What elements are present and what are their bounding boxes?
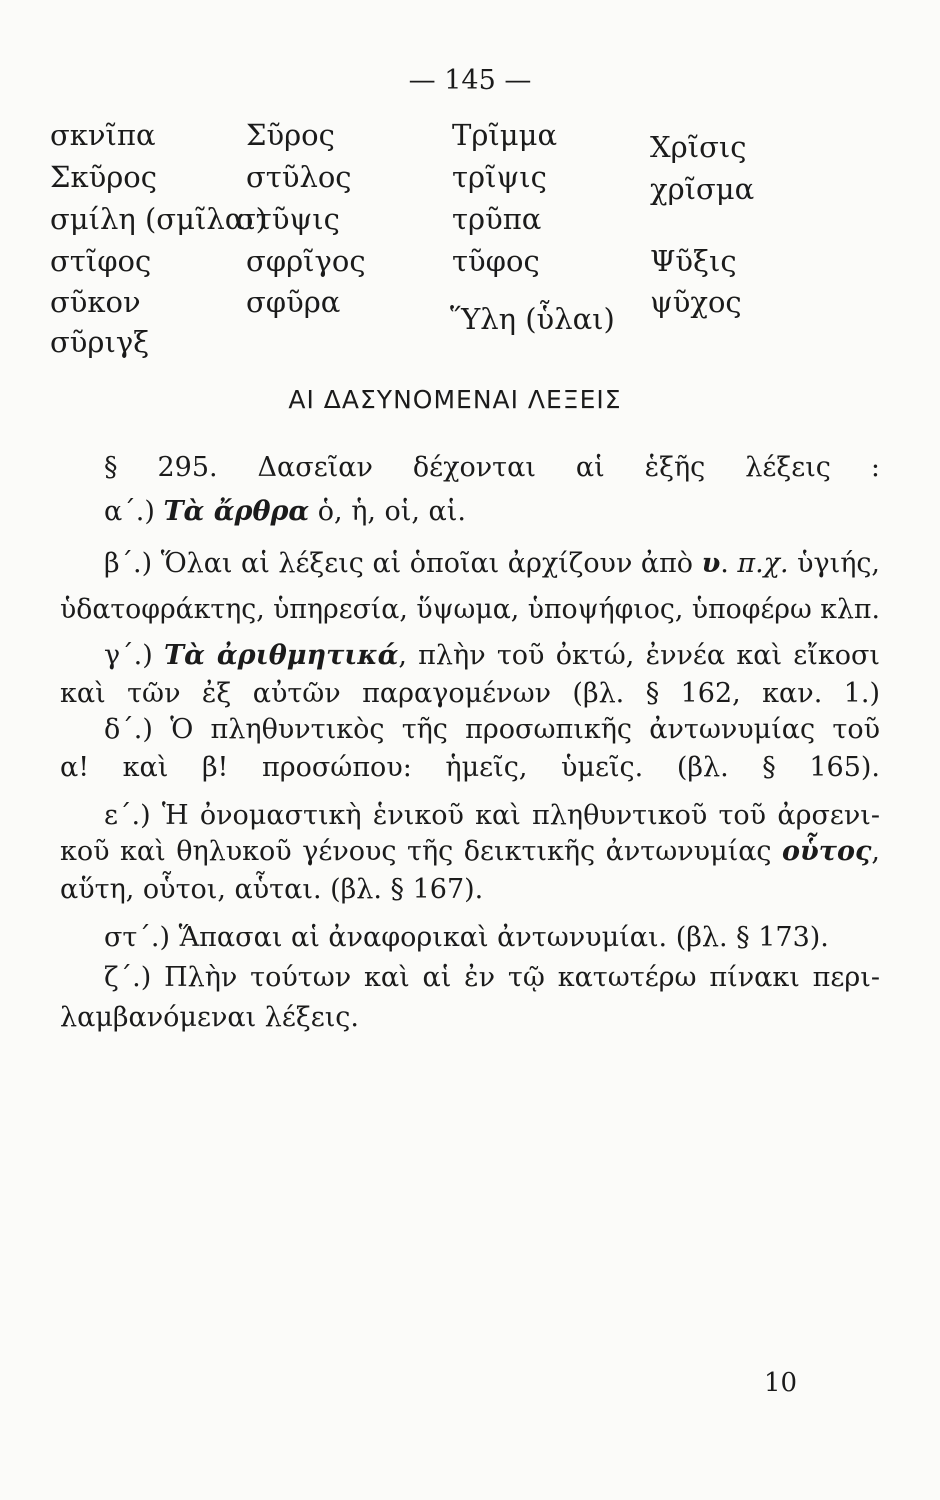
word-item: σῦκον xyxy=(50,285,141,319)
page-number: — 145 — xyxy=(408,65,532,96)
word-item: Τρῖμμα xyxy=(452,118,558,152)
text-segment: κοῦ καὶ θηλυκοῦ γένους τῆς δεικτικῆς ἀντωνυμίας xyxy=(60,836,783,867)
emphasis-text: οὗτος xyxy=(782,836,872,867)
text-segment: δ΄.) Ὁ πληθυντικὸς τῆς προσωπικῆς ἀντωνυμίας τοῦ xyxy=(104,714,880,745)
word-item: στῦλος xyxy=(246,160,352,194)
text-line xyxy=(104,496,466,527)
word-item: τρῖψις xyxy=(452,160,547,194)
text-line xyxy=(104,548,880,579)
word-item: στῖφος xyxy=(50,244,152,278)
word-item: ψῦχος xyxy=(650,285,742,319)
folio-number: 10 xyxy=(764,1368,798,1398)
text-line xyxy=(60,836,880,867)
word-item: Χρῖσις xyxy=(650,130,747,164)
word-item: στῦψις xyxy=(236,202,340,236)
text-line xyxy=(104,922,829,953)
word-item: Σκῦρος xyxy=(50,160,158,194)
text-segment: β΄.) Ὅλαι αἱ λέξεις αἱ ὁποῖαι ἀρχίζουν ἀπὸ xyxy=(104,548,702,579)
text-segment: ζ΄.) Πλὴν τούτων καὶ αἱ ἐν τῷ κατωτέρω πίνακι περι- xyxy=(104,962,880,993)
text-line xyxy=(60,594,880,625)
section-heading: ΑΙ ΔΑΣΥΝΟΜΕΝΑΙ ΛΕΞΕΙΣ xyxy=(288,385,622,414)
text-segment: λαμβανόμεναι λέξεις. xyxy=(60,1002,360,1033)
word-item: σμίλη (σμῖλαι) xyxy=(50,202,267,236)
text-segment: καὶ τῶν ἐξ αὐτῶν παραγομένων (βλ. § 162, καν. 1.) xyxy=(60,678,880,709)
text-line xyxy=(104,962,880,993)
word-item: σκνῖπα xyxy=(50,118,156,152)
text-segment: α! καὶ β! προσώπου: ἡμεῖς, ὑμεῖς. (βλ. § 165). xyxy=(60,752,880,783)
emphasis-text: Τὰ ἄρθρα xyxy=(163,496,310,527)
text-line xyxy=(60,752,880,783)
word-item: Ψῦξις xyxy=(650,244,737,278)
text-line xyxy=(104,452,880,483)
text-segment: § 295. Δασεῖαν δέχονται αἱ ἑξῆς λέξεις : xyxy=(104,452,880,483)
word-item: Σῦρος xyxy=(246,118,335,152)
text-segment: αὕτη, οὗτοι, αὗται. (βλ. § 167). xyxy=(60,874,484,905)
text-line xyxy=(104,800,880,831)
text-line xyxy=(60,678,880,709)
text-segment: , xyxy=(871,836,880,867)
text-segment: ὑδατοφράκτης, ὑπηρεσία, ὕψωμα, ὑποψήφιος, ὑποφέρω κλπ. xyxy=(60,594,880,625)
text-line xyxy=(104,640,880,671)
word-item: χρῖσμα xyxy=(650,172,755,206)
text-segment: ὁ, ἡ, οἱ, αἱ. xyxy=(309,496,466,527)
emphasis-text: υ xyxy=(701,548,721,579)
emphasis-text: Τὰ ἀριθμητικά xyxy=(163,640,399,671)
text-segment: στ΄.) Ἅπασαι αἱ ἀναφορικαὶ ἀντωνυμίαι. (βλ. § 173). xyxy=(104,922,829,953)
word-item: σφρῖγος xyxy=(246,244,366,278)
word-item: τρῦπα xyxy=(452,202,542,236)
text-line xyxy=(104,714,880,745)
text-segment: ὑγιής, xyxy=(788,548,880,579)
text-segment: α΄.) xyxy=(104,496,164,527)
word-item: σφῦρα xyxy=(246,285,341,319)
text-line xyxy=(60,874,483,905)
text-segment: γ΄.) xyxy=(104,640,164,671)
text-line xyxy=(60,1002,359,1033)
word-item: σῦριγξ xyxy=(50,325,150,359)
italic-text: π.χ. xyxy=(737,548,789,579)
word-item: Ὕλη (ὗλαι) xyxy=(450,302,615,336)
text-segment: . xyxy=(720,548,738,579)
word-item: τῦφος xyxy=(452,244,540,278)
text-segment: , πλὴν τοῦ ὀκτώ, ἐννέα καὶ εἴκοσι xyxy=(398,640,880,671)
text-segment: ε΄.) Ἡ ὀνομαστικὴ ἑνικοῦ καὶ πληθυντικοῦ τοῦ ἀρσενι- xyxy=(104,800,880,831)
